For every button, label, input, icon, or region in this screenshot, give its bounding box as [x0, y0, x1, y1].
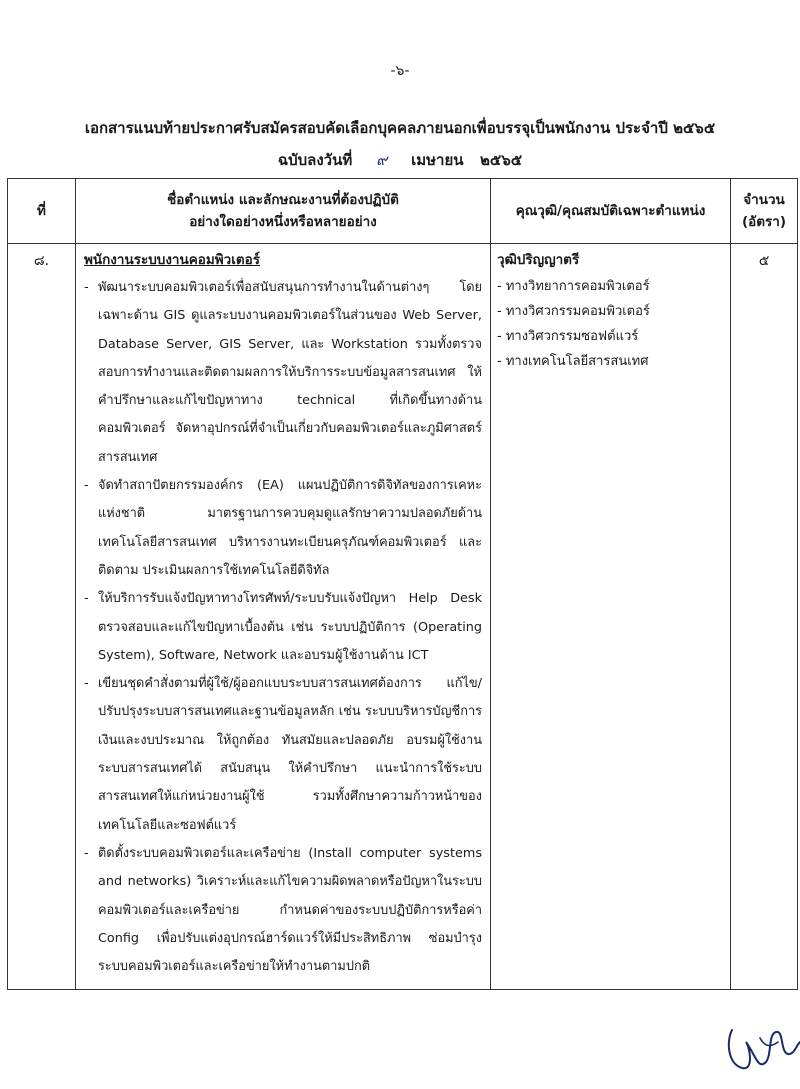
header-no: ที่	[8, 179, 76, 244]
duty-item: - ให้บริการรับแจ้งปัญหาทางโทรศัพท์/ระบบรับแจ้งปัญหา Help Desk ตรวจสอบและแก้ไขปัญหาเบื้องต้น เช่น ระบบปฏิบัติการ (Operating System), Software, Network และอบรมผู้ใช้งานด้าน ICT	[84, 585, 482, 670]
field-item: - ทางเทคโนโลยีสารสนเทศ	[497, 354, 649, 369]
field-item: - ทางวิทยาการคอมพิวเตอร์	[497, 279, 650, 294]
table-header-row	[8, 179, 798, 244]
document-date	[0, 148, 800, 172]
position-cell	[76, 244, 491, 990]
header-count-line2: (อัตรา)	[741, 214, 787, 230]
position-title: พนักงานระบบงานคอมพิวเตอร์	[84, 252, 261, 268]
header-qualification: คุณวุฒิ/คุณสมบัติเฉพาะตำแหน่ง	[491, 179, 731, 244]
duty-item: - พัฒนาระบบคอมพิวเตอร์เพื่อสนับสนุนการทำงานในด้านต่างๆ โดยเฉพาะด้าน GIS ดูแลระบบงานคอมพิวเตอร์ในส่วนของ Web Server, Database Server, GIS Server, และ Workstation รวมทั้งตรวจสอบการทำงานและติดตามผลการให้บริการระบบข้อมูลสารสนเทศ ให้คำปรึกษาและแก้ไขปัญหาทาง technical ที่เกิดขึ้นทางด้านคอมพิวเตอร์ จัดหาอุปกรณ์ที่จำเป็นเกี่ยวกับคอมพิวเตอร์และภูมิศาสตร์สารสนเทศ	[84, 274, 482, 472]
duty-item: - ติดตั้งระบบคอมพิวเตอร์และเครือข่าย (Install computer systems and networks) วิเคราะห์และแก้ไขความผิดพลาดหรือปัญหาในระบบคอมพิวเตอร์และเครือข่าย กำหนดค่าของระบบปฏิบัติการหรือค่า Config เพื่อปรับแต่งอุปกรณ์ฮาร์ดแวร์ให้มีประสิทธิภาพ ซ่อมบำรุงระบบคอมพิวเตอร์และเครือข่ายให้ทำงานตามปกติ	[84, 840, 482, 981]
duty-item: - เขียนชุดคำสั่งตามที่ผู้ใช้/ผู้ออกแบบระบบสารสนเทศต้องการ แก้ไข/ปรับปรุงระบบสารสนเทศและฐานข้อมูลหลัก เช่น ระบบบริหารบัญชีการเงินและงบประมาณ ให้ถูกต้อง ทันสมัยและปลอดภัย อบรมผู้ใช้งานระบบสารสนเทศได้ สนับสนุน ให้คำปรึกษา แนะนำการใช้ระบบสารสนเทศให้แก่หน่วยงานผู้ใช้ รวมทั้งศึกษาความก้าวหน้าของเทคโนโลยีและซอฟต์แวร์	[84, 670, 482, 840]
table-row	[8, 244, 798, 990]
date-prefix: ฉบับลงวันที่	[277, 151, 353, 169]
header-count	[731, 179, 798, 244]
row-number: ๘.	[8, 244, 76, 990]
signature-mark	[720, 1012, 800, 1082]
header-count-line1: จำนวน	[743, 192, 785, 208]
degree-requirement: วุฒิปริญญาตรี	[497, 252, 580, 268]
date-month: เมษายน	[411, 151, 464, 169]
field-item: - ทางวิศวกรรมคอมพิวเตอร์	[497, 304, 650, 319]
page-number: -๖-	[390, 63, 410, 79]
date-day: ๙	[376, 151, 388, 169]
header-position-line2: อย่างใดอย่างหนึ่งหรือหลายอย่าง	[189, 214, 377, 230]
duties-list	[84, 274, 482, 981]
position-count: ๕	[731, 244, 798, 990]
header-position	[76, 179, 491, 244]
duty-item: - จัดทำสถาปัตยกรรมองค์กร (EA) แผนปฏิบัติการดิจิทัลของการเคหะแห่งชาติ มาตรฐานการควบคุมดูแลรักษาความปลอดภัยด้านเทคโนโลยีสารสนเทศ บริหารงานทะเบียนครุภัณฑ์คอมพิวเตอร์ และติดตาม ประเมินผลการใช้เทคโนโลยีดิจิทัล	[84, 472, 482, 585]
field-item: - ทางวิศวกรรมซอฟต์แวร์	[497, 329, 639, 344]
header-position-line1: ชื่อตำแหน่ง และลักษณะงานที่ต้องปฏิบัติ	[167, 192, 399, 208]
positions-table	[7, 178, 798, 990]
fields-list	[497, 274, 724, 374]
qualification-cell	[491, 244, 731, 990]
document-title: เอกสารแนบท้ายประกาศรับสมัครสอบคัดเลือกบุคคลภายนอกเพื่อบรรจุเป็นพนักงาน ประจำปี ๒๕๖๕	[84, 119, 716, 137]
date-year: ๒๕๖๕	[480, 151, 523, 169]
